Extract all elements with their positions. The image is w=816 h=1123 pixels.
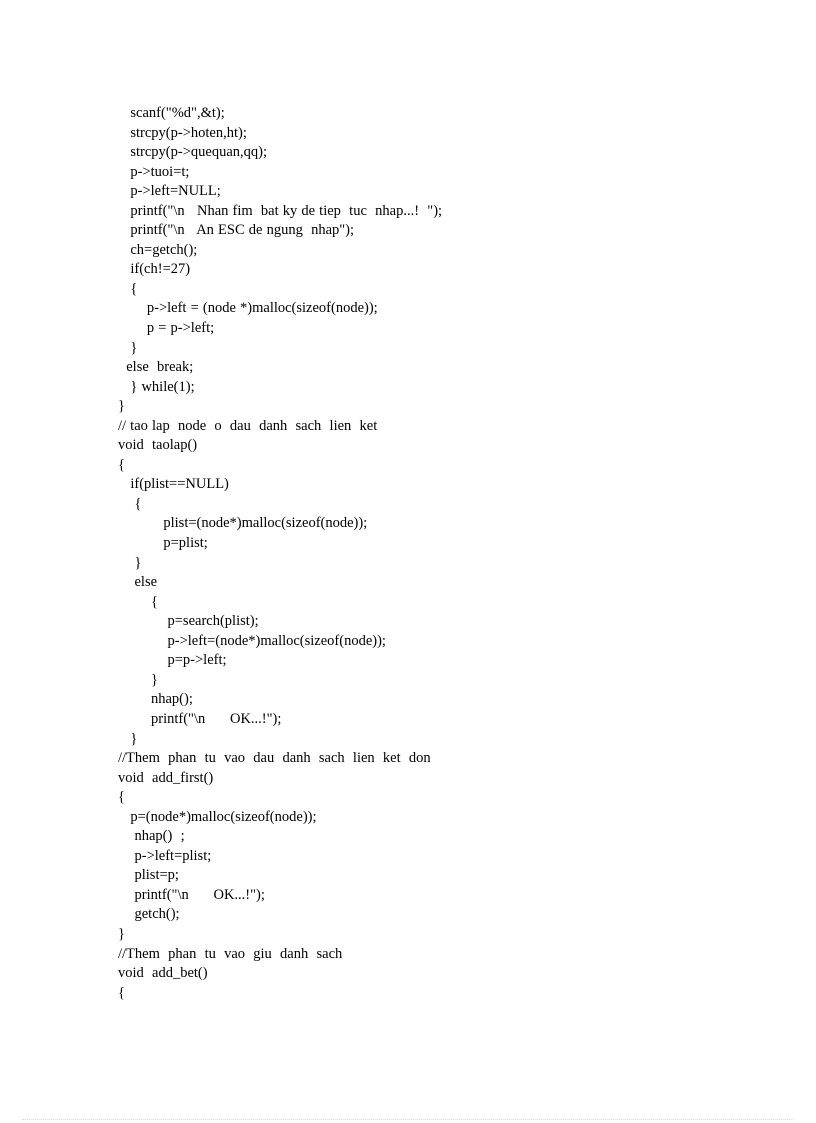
code-line: scanf("%d",&t); [118,105,225,121]
code-line: //Them phan tu vao dau danh sach lien ket don [118,750,431,767]
code-line: printf("\n An ESC de ngung nhap"); [118,222,355,239]
code-line: strcpy(p->hoten,ht); [118,124,247,141]
code-line: } [118,339,138,356]
code-line: printf("\n Nhan fim bat ky de tiep tuc nhap...! "); [118,202,443,219]
code-line: p=(node*)malloc(sizeof(node)); [118,808,317,825]
code-line: printf("\n OK...!"); [118,710,282,727]
code-line: //Them phan tu vao giu danh sach [118,945,343,962]
code-line: nhap() ; [118,828,185,845]
code-listing [118,104,778,1003]
code-line: void add_bet() [118,965,208,982]
code-line: void add_first() [118,769,214,786]
code-line: p=plist; [118,535,208,552]
code-line: } [118,398,125,415]
code-line: strcpy(p->quequan,qq); [118,144,267,161]
code-line: { [118,456,125,473]
code-line: p->left=plist; [118,847,212,864]
code-line: p->left=(node*)malloc(sizeof(node)); [118,632,386,649]
code-line: } [118,925,125,942]
code-line: p->left = (node *)malloc(sizeof(node)); [118,300,378,317]
code-line: nhap(); [118,691,193,708]
code-line: } [118,730,138,747]
code-line: p->tuoi=t; [118,163,190,180]
code-line: { [118,495,142,512]
code-line: void taolap() [118,437,198,454]
code-line: else [118,574,158,591]
page-bottom-border [22,1119,794,1120]
code-line: printf("\n OK...!"); [118,886,265,903]
code-line: { [118,280,138,297]
code-line: p = p->left; [118,320,215,337]
code-line: getch(); [118,906,180,923]
code-line: } [118,554,142,571]
code-line: } while(1); [118,378,195,395]
code-line: plist=p; [118,867,179,884]
code-line: { [118,789,125,806]
code-line: } [118,671,158,688]
code-line: plist=(node*)malloc(sizeof(node)); [118,515,368,532]
code-line: p=search(plist); [118,613,259,630]
code-line: { [118,593,158,610]
code-line: p=p->left; [118,652,227,669]
code-line: if(ch!=27) [118,261,191,278]
code-line: ch=getch(); [118,241,198,258]
code-line: else break; [118,359,194,376]
code-line: p->left=NULL; [118,183,221,200]
code-line: { [118,984,125,1001]
code-line: // tao lap node o dau danh sach lien ket [118,417,378,434]
code-line: if(plist==NULL) [118,476,229,493]
